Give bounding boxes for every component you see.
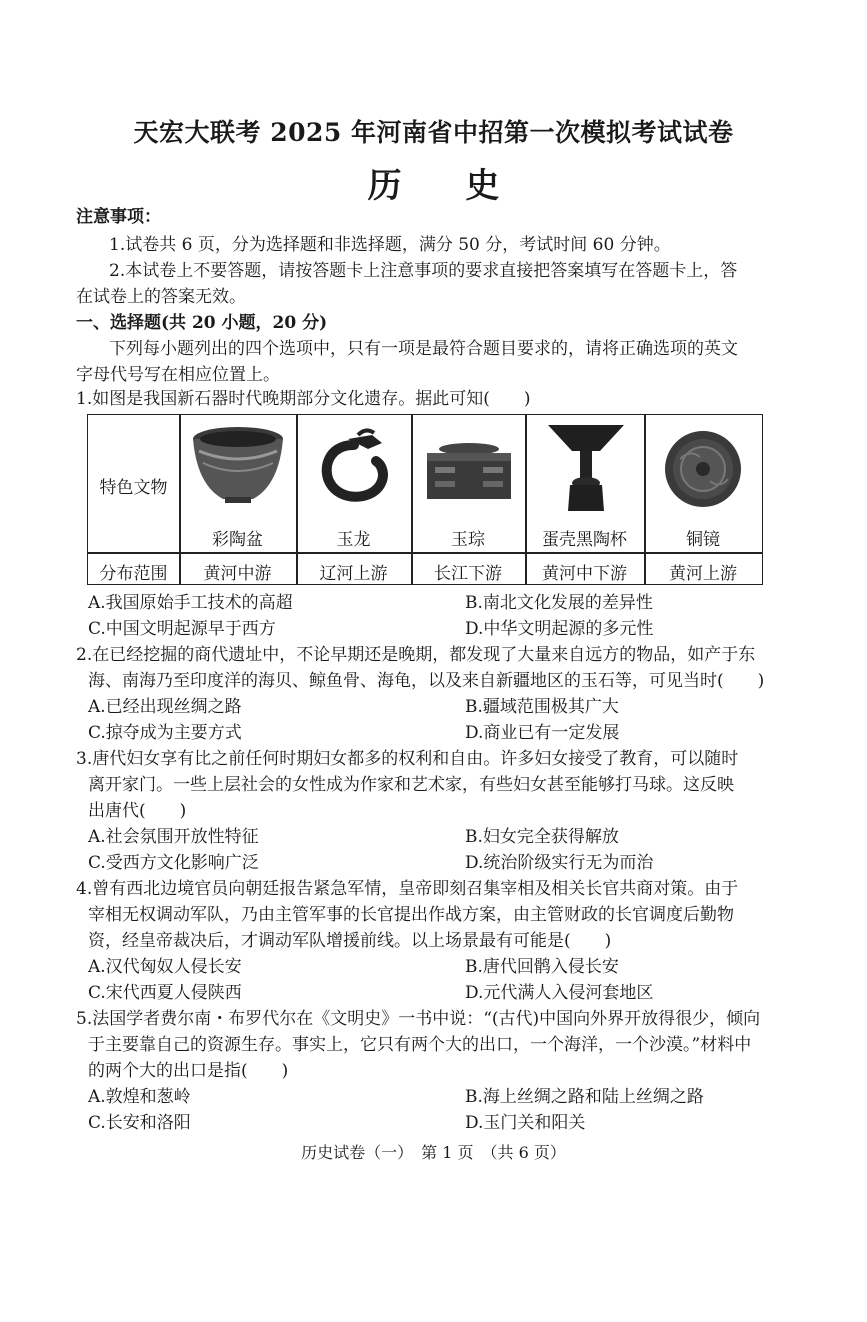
- notice-item-2-line-2: 在试卷上的答案无效。: [76, 287, 246, 307]
- jade-cong-icon: [423, 437, 515, 513]
- question-5-stem-line-3: 的两个大的出口是指( ): [88, 1061, 289, 1081]
- table-row-header-artifacts: 特色文物: [99, 478, 168, 498]
- artifact-region: 黄河中游: [203, 564, 272, 584]
- painted-pottery-basin-icon: [189, 423, 287, 513]
- notice-item-2-line-1: 2.本试卷上不要答题，请按答题卡上注意事项的要求直接把答案填写在答题卡上，答: [109, 261, 738, 281]
- artifact-table: [87, 414, 763, 585]
- section-heading: 一、选择题(共 20 小题，20 分): [76, 313, 328, 333]
- question-4-option-b: B.唐代回鹘入侵长安: [465, 957, 619, 977]
- question-2-option-c: C.掠夺成为主要方式: [88, 723, 242, 743]
- question-2-stem-line-2: 海、南海乃至印度洋的海贝、鲸鱼骨、海龟，以及来自新疆地区的玉石等，可见当时( ): [88, 671, 765, 691]
- artifact-name: 玉龙: [336, 530, 371, 550]
- artifact-name: 玉琮: [451, 530, 485, 550]
- exam-title: 天宏大联考 2025 年河南省中招第一次模拟考试试卷: [133, 118, 734, 147]
- question-1-option-a: A.我国原始手工技术的高超: [88, 593, 293, 613]
- bronze-mirror-icon: [660, 429, 746, 513]
- question-5-stem-line-2: 于主要靠自己的资源生存。事实上，它只有两个大的出口，一个海洋，一个沙漠。”材料中: [88, 1035, 752, 1055]
- subject-title: 历 史: [367, 166, 526, 206]
- artifact-region: 辽河上游: [319, 564, 388, 584]
- question-2-option-d: D.商业已有一定发展: [465, 723, 620, 743]
- question-5-stem-line-1: 5.法国学者费尔南・布罗代尔在《文明史》一书中说：“(古代)中国向外界开放得很少，倾向: [76, 1009, 761, 1029]
- question-1-stem: 1.如图是我国新石器时代晚期部分文化遗存。据此可知( ): [76, 389, 531, 409]
- section-instruction-line-2: 字母代号写在相应位置上。: [76, 365, 280, 385]
- question-1-option-d: D.中华文明起源的多元性: [465, 619, 654, 639]
- question-1-option-c: C.中国文明起源早于西方: [88, 619, 276, 639]
- question-5-option-b: B.海上丝绸之路和陆上丝绸之路: [465, 1087, 704, 1107]
- question-4-option-c: C.宋代西夏人侵陕西: [88, 983, 242, 1003]
- question-1-option-b: B.南北文化发展的差异性: [465, 593, 653, 613]
- question-4-stem-line-1: 4.曾有西北边境官员向朝廷报告紧急军情，皇帝即刻召集宰相及相关长官共商对策。由于: [76, 879, 739, 899]
- question-3-option-a: A.社会氛围开放性特征: [88, 827, 259, 847]
- question-3-option-b: B.妇女完全获得解放: [465, 827, 619, 847]
- question-5-option-a: A.敦煌和葱岭: [88, 1087, 191, 1107]
- question-2-stem-line-1: 2.在已经挖掘的商代遗址中，不论早期还是晚期，都发现了大量来自远方的物品，如产于东: [76, 645, 756, 665]
- artifact-region: 黄河中下游: [542, 564, 627, 584]
- question-4-stem-line-3: 资，经皇帝裁决后，才调动军队增援前线。以上场景最有可能是( ): [88, 931, 612, 951]
- question-4-stem-line-2: 宰相无权调动军队，乃由主管军事的长官提出作战方案，由主管财政的长官调度后勤物: [88, 905, 734, 925]
- question-3-stem-line-3: 出唐代( ): [88, 801, 187, 821]
- question-3-option-c: C.受西方文化影响广泛: [88, 853, 259, 873]
- artifact-name: 蛋壳黑陶杯: [542, 530, 627, 550]
- jade-dragon-icon: [308, 425, 400, 515]
- section-instruction-line-1: 下列每小题列出的四个选项中，只有一项是最符合题目要求的，请将正确选项的英文: [109, 339, 738, 359]
- question-3-stem-line-2: 离开家门。一些上层社会的女性成为作家和艺术家，有些妇女甚至能够打马球。这反映: [88, 775, 734, 795]
- artifact-name: 彩陶盆: [212, 530, 263, 550]
- table-row-header-region: 分布范围: [99, 564, 168, 584]
- page-footer: 历史试卷（一） 第 1 页 （共 6 页）: [301, 1143, 566, 1162]
- question-5-option-d: D.玉门关和阳关: [465, 1113, 586, 1133]
- notice-heading: 注意事项：: [76, 207, 161, 227]
- question-3-option-d: D.统治阶级实行无为而治: [465, 853, 654, 873]
- question-4-option-d: D.元代满人入侵河套地区: [465, 983, 654, 1003]
- eggshell-black-pottery-cup-icon: [544, 421, 628, 519]
- question-4-option-a: A.汉代匈奴人侵长安: [88, 957, 242, 977]
- question-2-option-a: A.已经出现丝绸之路: [88, 697, 242, 717]
- question-2-option-b: B.疆域范围极其广大: [465, 697, 619, 717]
- artifact-region: 黄河上游: [669, 564, 737, 584]
- question-3-stem-line-1: 3.唐代妇女享有比之前任何时期妇女都多的权利和自由。许多妇女接受了教育，可以随时: [76, 749, 739, 769]
- notice-item-1: 1.试卷共 6 页，分为选择题和非选择题，满分 50 分，考试时间 60 分钟。: [109, 235, 671, 255]
- question-5-option-c: C.长安和洛阳: [88, 1113, 191, 1133]
- artifact-region: 长江下游: [434, 564, 502, 584]
- artifact-name: 铜镜: [686, 530, 720, 550]
